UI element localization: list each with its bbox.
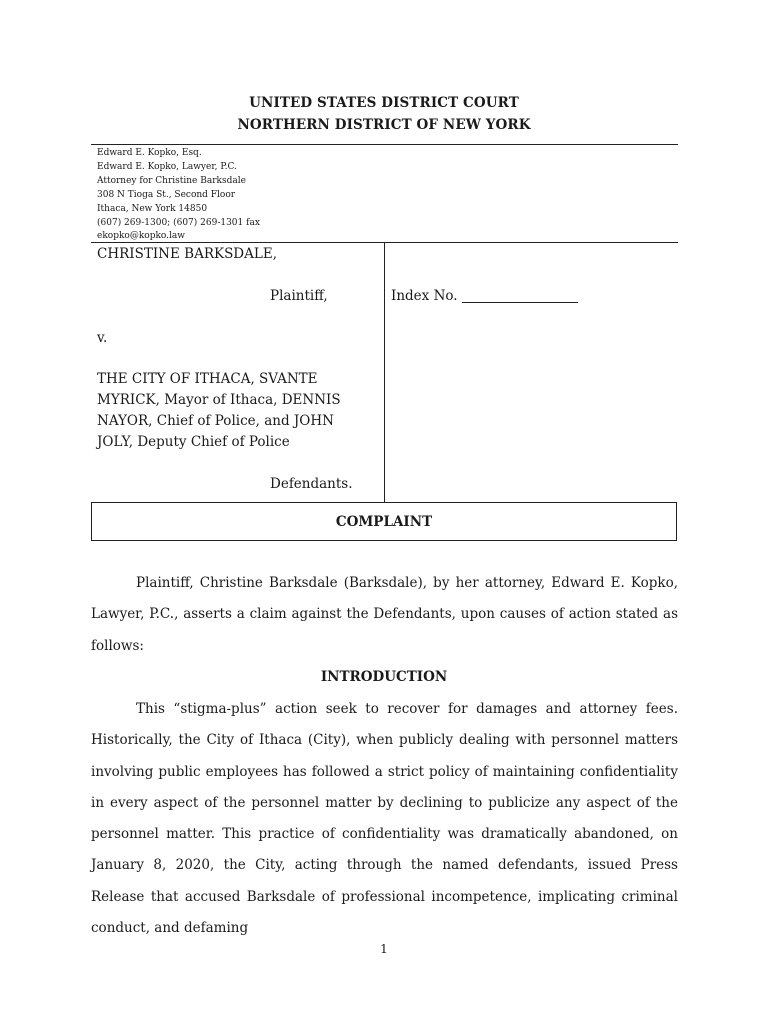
defendants-names — [97, 369, 341, 453]
attorney-line: Edward E. Kopko, Lawyer, P.C. — [97, 161, 237, 172]
index-number-field — [391, 288, 578, 304]
attorney-line: 308 N Tioga St., Second Floor — [97, 189, 236, 200]
attorney-email: ekopko@kopko.law — [97, 231, 185, 242]
defendants-line: JOLY, Deputy Chief of Police — [97, 434, 290, 450]
section-heading: INTRODUCTION — [320, 669, 448, 685]
defendants-line: NAYOR, Chief of Police, and JOHN — [97, 413, 334, 429]
defendants-line: MYRICK, Mayor of Ithaca, DENNIS — [97, 392, 341, 408]
plaintiff-name: CHRISTINE BARKSDALE, — [97, 246, 277, 262]
caption-top-rule — [91, 144, 678, 145]
opening-paragraph: Plaintiff, Christine Barksdale (Barksdale), by her attorney, Edward E. Kopko, Lawyer, P.C., asserts a claim against the Defendants, upon causes of action stated as follows: — [91, 575, 678, 654]
attorney-line: Attorney for Christine Barksdale — [97, 175, 246, 186]
defendants-line: THE CITY OF ITHACA, SVANTE — [97, 371, 318, 387]
defendants-label: Defendants. — [270, 476, 353, 492]
court-district: NORTHERN DISTRICT OF NEW YORK — [237, 117, 531, 133]
plaintiff-label: Plaintiff, — [270, 288, 328, 304]
versus: v. — [97, 330, 108, 346]
caption-divider — [384, 242, 385, 502]
index-label: Index No. — [391, 288, 458, 304]
document-title: COMPLAINT — [91, 502, 677, 541]
attorney-block — [97, 147, 260, 244]
index-blank-line — [462, 288, 578, 303]
court-name: UNITED STATES DISTRICT COURT — [249, 95, 519, 111]
page-number: 1 — [380, 942, 388, 956]
introduction-paragraph: This “stigma-plus” action seek to recover for damages and attorney fees. Historically, the City of Ithaca (City), when publicly dealing with personnel matters involving public employees has followed a strict policy of maintaining confidentiality in every aspect of the personnel matter by declining to publicize any aspect of the personnel matter. This practice of confidentiality was dramatically abandoned, on January 8, 2020, the City, acting through the named defendants, issued Press Release that accused Barksdale of professional incompetence, implicating criminal conduct, and defaming — [91, 701, 678, 937]
attorney-line: (607) 269-1300; (607) 269-1301 fax — [97, 217, 260, 228]
attorney-line: Ithaca, New York 14850 — [97, 203, 208, 214]
attorney-line: Edward E. Kopko, Esq. — [97, 148, 202, 158]
